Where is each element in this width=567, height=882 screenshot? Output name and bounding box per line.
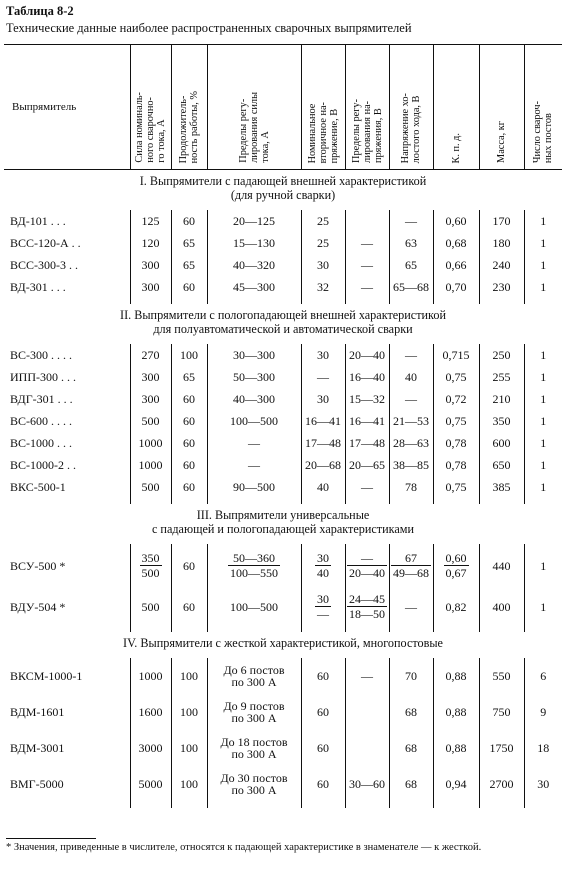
cell-name: ВС-1000-2 . . xyxy=(10,457,76,472)
cell-range: 20—125 xyxy=(207,210,301,232)
cell-name: ВСС-300-3 . . xyxy=(10,257,79,272)
cell-posts: 30 xyxy=(524,766,562,808)
cell-volt: 32 xyxy=(301,276,345,304)
section-title: II. Выпрямители с пологопадающей внешней характеристикой для полуавтоматической и автоматической сварки xyxy=(120,308,446,336)
cell-volt: 16—41 xyxy=(301,410,345,432)
denominator: 0,67 xyxy=(445,566,467,580)
cell-range: До 9 постов по 300 А xyxy=(207,694,301,730)
cell-name: ВСУ-500 * xyxy=(10,558,66,573)
cell-duty: 60 xyxy=(171,476,207,504)
cell-vrange: 15—32 xyxy=(345,388,389,410)
cell-posts: 6 xyxy=(524,658,562,694)
cell-range xyxy=(207,544,301,588)
cell-posts: 1 xyxy=(524,388,562,410)
cell-idle: 38—85 xyxy=(389,454,433,476)
cell-eff: 0,88 xyxy=(433,730,479,766)
cell-mass: 250 xyxy=(479,344,524,366)
table-row xyxy=(4,366,562,388)
cell-duty: 100 xyxy=(171,658,207,694)
cell-eff: 0,75 xyxy=(433,476,479,504)
cell-idle: 78 xyxy=(389,476,433,504)
cell-volt: 20—68 xyxy=(301,454,345,476)
cell-duty: 100 xyxy=(171,730,207,766)
cell-range: До 6 постов по 300 А xyxy=(207,658,301,694)
cell-current: 500 xyxy=(130,476,171,504)
cell-idle: 63 xyxy=(389,232,433,254)
cell-mass: 1750 xyxy=(479,730,524,766)
numerator: 50—360 xyxy=(228,551,280,566)
cell-duty: 65 xyxy=(171,366,207,388)
header-mass: Масса, кг xyxy=(479,45,524,170)
header-duty: Продолжитель- ность работы, % xyxy=(171,45,207,170)
cell-current: 300 xyxy=(130,388,171,410)
table-row xyxy=(4,766,562,808)
denominator: 500 xyxy=(141,566,160,580)
cell-range: — xyxy=(207,432,301,454)
cell-range: 30—300 xyxy=(207,344,301,366)
cell-duty: 60 xyxy=(171,432,207,454)
cell-vrange: 20—40 xyxy=(345,344,389,366)
cell-volt: 30 xyxy=(301,388,345,410)
cell-posts: 1 xyxy=(524,276,562,304)
cell-current: 500 xyxy=(130,588,171,632)
cell-volt: — xyxy=(301,366,345,388)
cell-volt: 40 xyxy=(301,476,345,504)
numerator: — xyxy=(347,551,387,566)
cell-name: ИПП-300 . . . xyxy=(10,369,76,384)
header-rectifier: Выпрямитель xyxy=(4,45,130,170)
cell-name: ВС-600 . . . . xyxy=(10,413,73,428)
cell-mass: 400 xyxy=(479,588,524,632)
cell-idle: 21—53 xyxy=(389,410,433,432)
cell-range: — xyxy=(207,454,301,476)
cell-mass: 2700 xyxy=(479,766,524,808)
denominator: 100—550 xyxy=(230,566,278,580)
cell-posts: 1 xyxy=(524,232,562,254)
cell-name: ВС-300 . . . . xyxy=(10,347,73,362)
cell-mass: 385 xyxy=(479,476,524,504)
cell-duty: 100 xyxy=(171,344,207,366)
table-row xyxy=(4,658,562,694)
cell-posts: 1 xyxy=(524,344,562,366)
denominator: 18—50 xyxy=(349,607,385,621)
cell-eff: 0,75 xyxy=(433,366,479,388)
cell-current: 500 xyxy=(130,410,171,432)
cell-vrange: — xyxy=(345,658,389,694)
cell-idle: — xyxy=(389,588,433,632)
cell-volt xyxy=(301,544,345,588)
cell-volt: 17—48 xyxy=(301,432,345,454)
numerator: 0,60 xyxy=(445,551,467,565)
cell-name: ВДУ-504 * xyxy=(10,599,66,614)
cell-mass: 600 xyxy=(479,432,524,454)
cell-vrange: 30—60 xyxy=(345,766,389,808)
table-body xyxy=(4,170,562,809)
cell-eff: 0,78 xyxy=(433,454,479,476)
cell-idle: 68 xyxy=(389,694,433,730)
cell-duty: 100 xyxy=(171,694,207,730)
cell-eff: 0,94 xyxy=(433,766,479,808)
cell-vrange: — xyxy=(345,232,389,254)
cell-idle: — xyxy=(389,344,433,366)
section-heading-row xyxy=(4,504,562,544)
cell-name: ВДМ-1601 xyxy=(10,705,65,719)
numerator: 30 xyxy=(317,551,329,565)
cell-idle: 70 xyxy=(389,658,433,694)
cell-eff: 0,82 xyxy=(433,588,479,632)
table-row xyxy=(4,410,562,432)
cell-vrange xyxy=(345,210,389,232)
table-row xyxy=(4,730,562,766)
cell-posts: 1 xyxy=(524,210,562,232)
denominator: 49—68 xyxy=(393,566,429,580)
cell-current: 3000 xyxy=(130,730,171,766)
footnote-rule xyxy=(6,838,96,839)
cell-volt: 60 xyxy=(301,730,345,766)
cell-vrange: 17—48 xyxy=(345,432,389,454)
cell-current: 1000 xyxy=(130,658,171,694)
cell-idle: 68 xyxy=(389,766,433,808)
header-posts: Число свароч- ных постов xyxy=(524,45,562,170)
cell-name: ВД-301 . . . xyxy=(10,279,66,294)
table-row xyxy=(4,232,562,254)
fraction-value xyxy=(315,551,331,580)
cell-current: 300 xyxy=(130,254,171,276)
cell-duty: 60 xyxy=(171,388,207,410)
section-heading-row xyxy=(4,632,562,658)
cell-range: 15—130 xyxy=(207,232,301,254)
table-row xyxy=(4,476,562,504)
section-title: I. Выпрямители с падающей внешней характеристикой (для ручной сварки) xyxy=(139,174,427,202)
cell-range: 50—300 xyxy=(207,366,301,388)
cell-current: 125 xyxy=(130,210,171,232)
section-title: IV. Выпрямители с жесткой характеристикой, многопостовые xyxy=(123,636,443,650)
cell-vrange xyxy=(345,730,389,766)
cell-vrange: 16—40 xyxy=(345,366,389,388)
header-voltage-range: Пределы регу- лирования на- пряжения, В xyxy=(345,45,389,170)
cell-eff: 0,88 xyxy=(433,658,479,694)
cell-idle xyxy=(389,544,433,588)
cell-current: 1000 xyxy=(130,432,171,454)
header-idle-voltage: Напряжение хо- лостого хода, В xyxy=(389,45,433,170)
cell-vrange: 16—41 xyxy=(345,410,389,432)
header-current: Сила номиналь- ного сварочно- го тока, А xyxy=(130,45,171,170)
denominator: 40 xyxy=(317,566,329,580)
cell-name: ВД-101 . . . xyxy=(10,213,66,228)
cell-duty: 60 xyxy=(171,410,207,432)
cell-eff: 0,715 xyxy=(433,344,479,366)
cell-duty: 60 xyxy=(171,544,207,588)
cell-name: ВДМ-3001 xyxy=(10,741,65,755)
table-row xyxy=(4,454,562,476)
cell-current: 300 xyxy=(130,366,171,388)
cell-mass: 440 xyxy=(479,544,524,588)
header-efficiency: К. п. д. xyxy=(433,45,479,170)
cell-mass: 350 xyxy=(479,410,524,432)
cell-idle: 68 xyxy=(389,730,433,766)
cell-name: ВКСМ-1000-1 xyxy=(10,669,83,683)
cell-vrange: 20—65 xyxy=(345,454,389,476)
table-row xyxy=(4,694,562,730)
cell-duty: 60 xyxy=(171,588,207,632)
footnote: * Значения, приведенные в числителе, относятся к падающей характеристике в знаменателе — к жесткой. xyxy=(6,842,482,853)
cell-duty: 65 xyxy=(171,232,207,254)
cell-volt: 25 xyxy=(301,232,345,254)
cell-eff: 0,60 xyxy=(433,210,479,232)
cell-mass: 180 xyxy=(479,232,524,254)
cell-duty: 60 xyxy=(171,210,207,232)
table-caption: Таблица 8-2 xyxy=(6,4,74,18)
cell-posts: 1 xyxy=(524,454,562,476)
table-row xyxy=(4,210,562,232)
table-row xyxy=(4,388,562,410)
cell-eff: 0,75 xyxy=(433,410,479,432)
cell-idle: — xyxy=(389,388,433,410)
cell-mass: 750 xyxy=(479,694,524,730)
fraction-value xyxy=(391,551,431,580)
denominator: 20—40 xyxy=(349,566,385,580)
cell-current: 1600 xyxy=(130,694,171,730)
cell-current xyxy=(130,544,171,588)
table-row xyxy=(4,344,562,366)
cell-mass: 240 xyxy=(479,254,524,276)
cell-name: ВС-1000 . . . xyxy=(10,435,73,450)
cell-range: 100—500 xyxy=(207,410,301,432)
header-current-range: Пределы регу- лирования силы тока, А xyxy=(207,45,301,170)
cell-volt: 60 xyxy=(301,658,345,694)
cell-current: 270 xyxy=(130,344,171,366)
cell-name: ВСС-120-А . . xyxy=(10,235,81,250)
numerator: 350 xyxy=(141,551,160,565)
fraction-value xyxy=(347,592,387,621)
cell-mass: 210 xyxy=(479,388,524,410)
section-title: III. Выпрямители универсальные с падающей и пологопадающей характеристиками xyxy=(151,508,415,536)
table-row xyxy=(4,276,562,304)
table-row xyxy=(4,544,562,588)
cell-idle: 65 xyxy=(389,254,433,276)
cell-range: 40—300 xyxy=(207,388,301,410)
cell-posts: 1 xyxy=(524,476,562,504)
cell-volt: 60 xyxy=(301,694,345,730)
cell-mass: 255 xyxy=(479,366,524,388)
cell-duty: 60 xyxy=(171,276,207,304)
rectifier-specs-table xyxy=(4,44,562,808)
fraction-value xyxy=(140,551,162,580)
table-row xyxy=(4,588,562,632)
denominator: — xyxy=(317,607,329,621)
cell-current: 1000 xyxy=(130,454,171,476)
cell-eff: 0,72 xyxy=(433,388,479,410)
cell-idle: 28—63 xyxy=(389,432,433,454)
numerator: 67 xyxy=(391,551,431,566)
cell-range: 45—300 xyxy=(207,276,301,304)
section-heading-row xyxy=(4,170,562,211)
cell-range: 40—320 xyxy=(207,254,301,276)
cell-range: До 30 постов по 300 А xyxy=(207,766,301,808)
cell-eff: 0,78 xyxy=(433,432,479,454)
fraction-value xyxy=(347,551,387,580)
cell-eff xyxy=(433,544,479,588)
header-row xyxy=(4,45,562,170)
cell-vrange xyxy=(345,694,389,730)
cell-current: 120 xyxy=(130,232,171,254)
cell-current: 300 xyxy=(130,276,171,304)
cell-volt xyxy=(301,588,345,632)
cell-range: До 18 постов по 300 А xyxy=(207,730,301,766)
cell-duty: 60 xyxy=(171,454,207,476)
cell-current: 5000 xyxy=(130,766,171,808)
section-heading-row xyxy=(4,304,562,344)
cell-vrange: — xyxy=(345,276,389,304)
header-secondary-voltage: Номинальное вторичное на- пряжение, В xyxy=(301,45,345,170)
cell-range: 90—500 xyxy=(207,476,301,504)
cell-idle: 65—68 xyxy=(389,276,433,304)
cell-vrange xyxy=(345,588,389,632)
cell-eff: 0,68 xyxy=(433,232,479,254)
cell-mass: 650 xyxy=(479,454,524,476)
numerator: 24—45 xyxy=(349,592,385,606)
cell-vrange: — xyxy=(345,254,389,276)
cell-mass: 550 xyxy=(479,658,524,694)
fraction-value xyxy=(228,551,280,580)
cell-posts: 1 xyxy=(524,410,562,432)
cell-posts: 1 xyxy=(524,254,562,276)
cell-posts: 1 xyxy=(524,432,562,454)
cell-vrange xyxy=(345,544,389,588)
cell-posts: 1 xyxy=(524,366,562,388)
cell-vrange: — xyxy=(345,476,389,504)
table-row xyxy=(4,432,562,454)
cell-duty: 65 xyxy=(171,254,207,276)
cell-volt: 30 xyxy=(301,254,345,276)
table-row xyxy=(4,254,562,276)
cell-eff: 0,88 xyxy=(433,694,479,730)
cell-duty: 100 xyxy=(171,766,207,808)
cell-volt: 30 xyxy=(301,344,345,366)
fraction-value xyxy=(444,551,469,580)
cell-posts: 9 xyxy=(524,694,562,730)
cell-posts: 1 xyxy=(524,588,562,632)
cell-mass: 230 xyxy=(479,276,524,304)
numerator: 30 xyxy=(317,592,329,606)
cell-eff: 0,66 xyxy=(433,254,479,276)
cell-volt: 60 xyxy=(301,766,345,808)
cell-posts: 18 xyxy=(524,730,562,766)
cell-mass: 170 xyxy=(479,210,524,232)
cell-idle: 40 xyxy=(389,366,433,388)
table-title: Технические данные наиболее распространенных сварочных выпрямителей xyxy=(6,21,412,35)
cell-posts: 1 xyxy=(524,544,562,588)
cell-name: ВМГ-5000 xyxy=(10,777,64,791)
cell-name: ВКС-500-1 xyxy=(10,479,66,494)
fraction-value xyxy=(315,592,331,621)
cell-eff: 0,70 xyxy=(433,276,479,304)
cell-name: ВДГ-301 . . . xyxy=(10,391,73,406)
cell-volt: 25 xyxy=(301,210,345,232)
cell-idle: — xyxy=(389,210,433,232)
cell-range: 100—500 xyxy=(207,588,301,632)
